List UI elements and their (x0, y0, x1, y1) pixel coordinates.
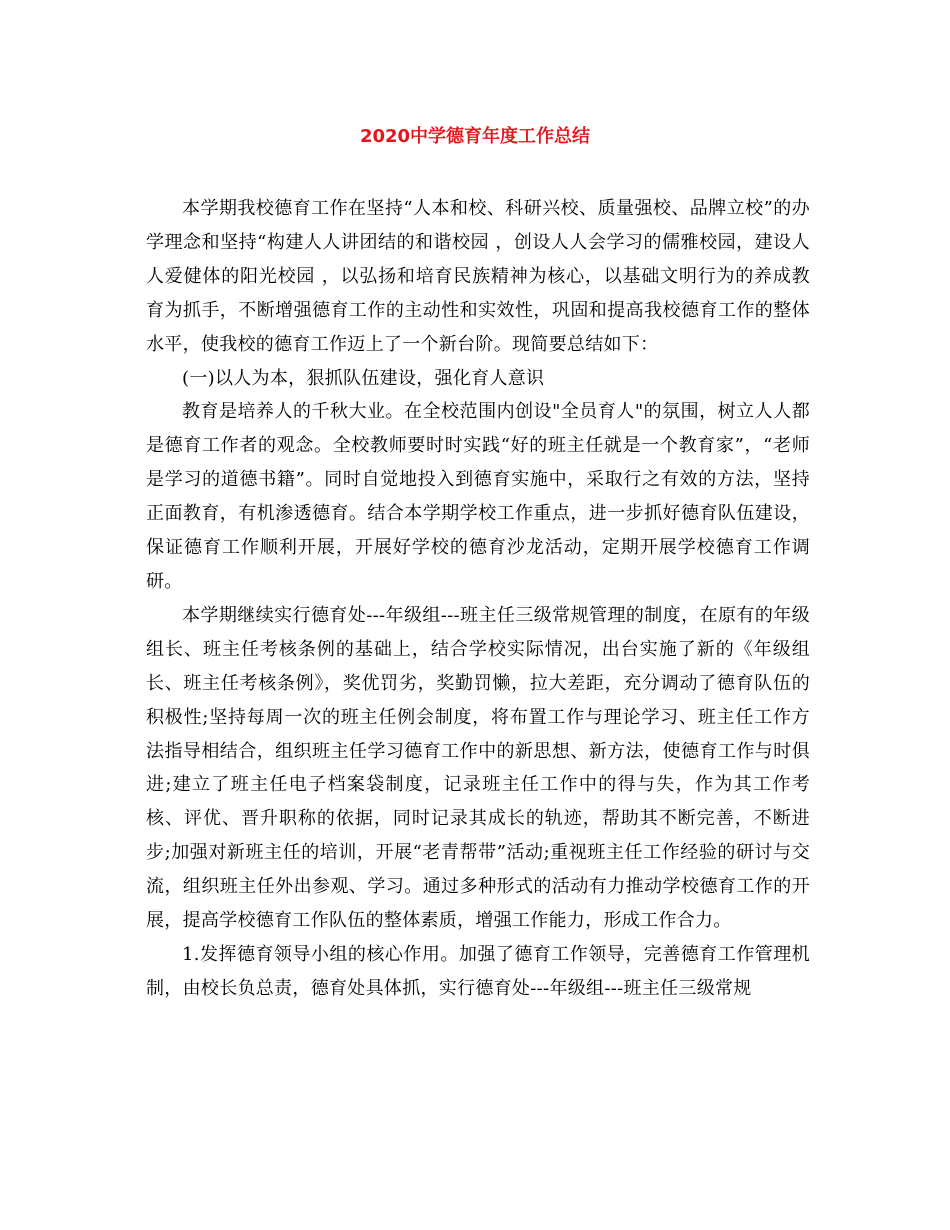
paragraph-intro: 本学期我校德育工作在坚持“人本和校、科研兴校、质量强校、品牌立校”的办学理念和坚持“构建人人讲团结的和谐校园 ，创设人人会学习的儒雅校园，建设人人爱健体的阳光校园 ，以弘扬和培育民族精神为核心，以基础文明行为的养成教育为抓手，不断增强德育工作的主动性和实效性，巩固和提高我校德育工作的整体水平，使我校的德育工作迈上了一个新台阶。现简要总结如下： (146, 198, 810, 355)
paragraph-management: 本学期继续实行德育处---年级组---班主任三级常规管理的制度，在原有的年级组长、班主任考核条例的基础上，结合学校实际情况，出台实施了新的《年级组长、班主任考核条例》，奖优罚劣，奖勤罚懒，拉大差距，充分调动了德育队伍的积极性;坚持每周一次的班主任例会制度，将布置工作与理论学习、班主任工作方法指导相结合，组织班主任学习德育工作中的新思想、新方法，使德育工作与时俱进;建立了班主任电子档案袋制度，记录班主任工作中的得与失，作为其工作考核、评优、晋升职称的依据，同时记录其成长的轨迹，帮助其不断完善，不断进步;加强对新班主任的培训，开展“老青帮带”活动;重视班主任工作经验的研讨与交流，组织班主任外出参观、学习。通过多种形式的活动有力推动学校德育工作的开展，提高学校德育工作队伍的整体素质，增强工作能力，形成工作合力。 (146, 604, 810, 932)
paragraph-education: 教育是培养人的千秋大业。在全校范围内创设"全员育人"的氛围，树立人人都是德育工作者的观念。全校教师要时时实践“好的班主任就是一个教育家”，“老师是学习的道德书籍”。同时自觉地投入到德育实施中，采取行之有效的方法，坚持正面教育，有机渗透德育。结合本学期学校工作重点，进一步抓好德育队伍建设，保证德育工作顺利开展，开展好学校的德育沙龙活动，定期开展学校德育工作调研。 (146, 401, 810, 592)
section-heading-1: (一)以人为本，狠抓队伍建设，强化育人意识 (182, 367, 545, 389)
document-title: 2020中学德育年度工作总结 (359, 126, 591, 147)
paragraph-item-1: 1.发挥德育领导小组的核心作用。加强了德育工作领导，完善德育工作管理机制，由校长负总责，德育处具体抓，实行德育处---年级组---班主任三级常规 (146, 943, 810, 999)
document-body (146, 192, 810, 1006)
